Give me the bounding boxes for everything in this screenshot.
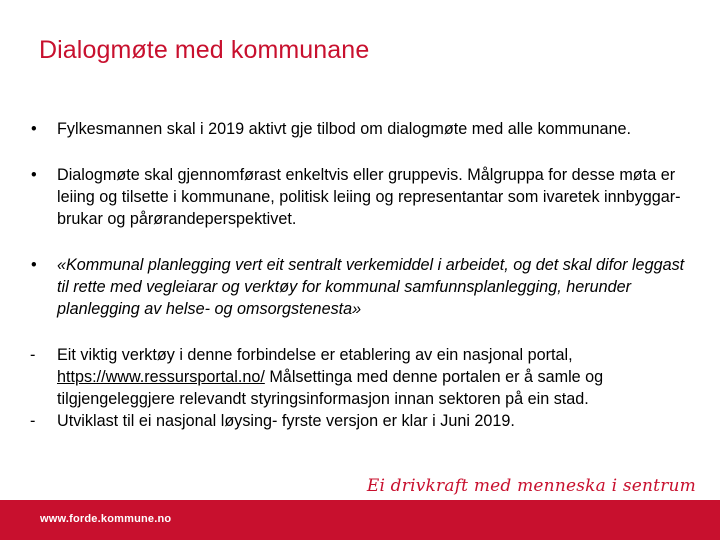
dash-text-before: Eit viktig verktøy i denne forbindelse er etablering av ein nasjonal portal, — [57, 346, 573, 364]
bullet-item — [30, 254, 700, 320]
dash-item — [30, 344, 700, 410]
footer-url[interactable]: www.forde.kommune.no — [40, 513, 172, 525]
portal-link[interactable]: https://www.ressursportal.no/ — [57, 368, 265, 386]
quote-text: «Kommunal planlegging vert eit sentralt verkemiddel i arbeidet, og det skal difor leggast til rette med vegleiarar og verktøy for kommunal samfunnsplanlegging, herunder planlegging av helse- og omsorgstenesta» — [57, 256, 685, 318]
bullet-marker: • — [31, 166, 37, 184]
dash-item — [30, 410, 700, 432]
dash-marker: - — [30, 412, 36, 430]
footer-bar — [0, 500, 720, 540]
bullet-text: Dialogmøte skal gjennomførast enkeltvis eller gruppevis. Målgruppa for desse møta er leiing og tilsette i kommunane, politisk leiing og representantar som ivaretek innbyggar- brukar og pårørandeperspektivet. — [57, 166, 681, 228]
bullet-marker: • — [31, 120, 37, 138]
dash-marker: - — [30, 346, 36, 364]
slogan: Ei drivkraft med menneska i sentrum — [366, 476, 696, 496]
bullet-text: Fylkesmannen skal i 2019 aktivt gje tilbod om dialogmøte med alle kommunane. — [57, 120, 632, 138]
slide-title: Dialogmøte med kommunane — [39, 36, 370, 64]
bullet-item — [30, 118, 700, 140]
bullet-list — [30, 118, 700, 432]
bullet-marker: • — [31, 256, 37, 274]
dash-text: Utviklast til ei nasjonal løysing- fyrste versjon er klar i Juni 2019. — [57, 412, 515, 430]
bullet-item — [30, 164, 700, 230]
dash-text-after: Målsettinga med denne portalen er å samle og tilgjengeleggjere relevandt styringsinformasjon innan sektoren på ein stad. — [57, 368, 604, 408]
